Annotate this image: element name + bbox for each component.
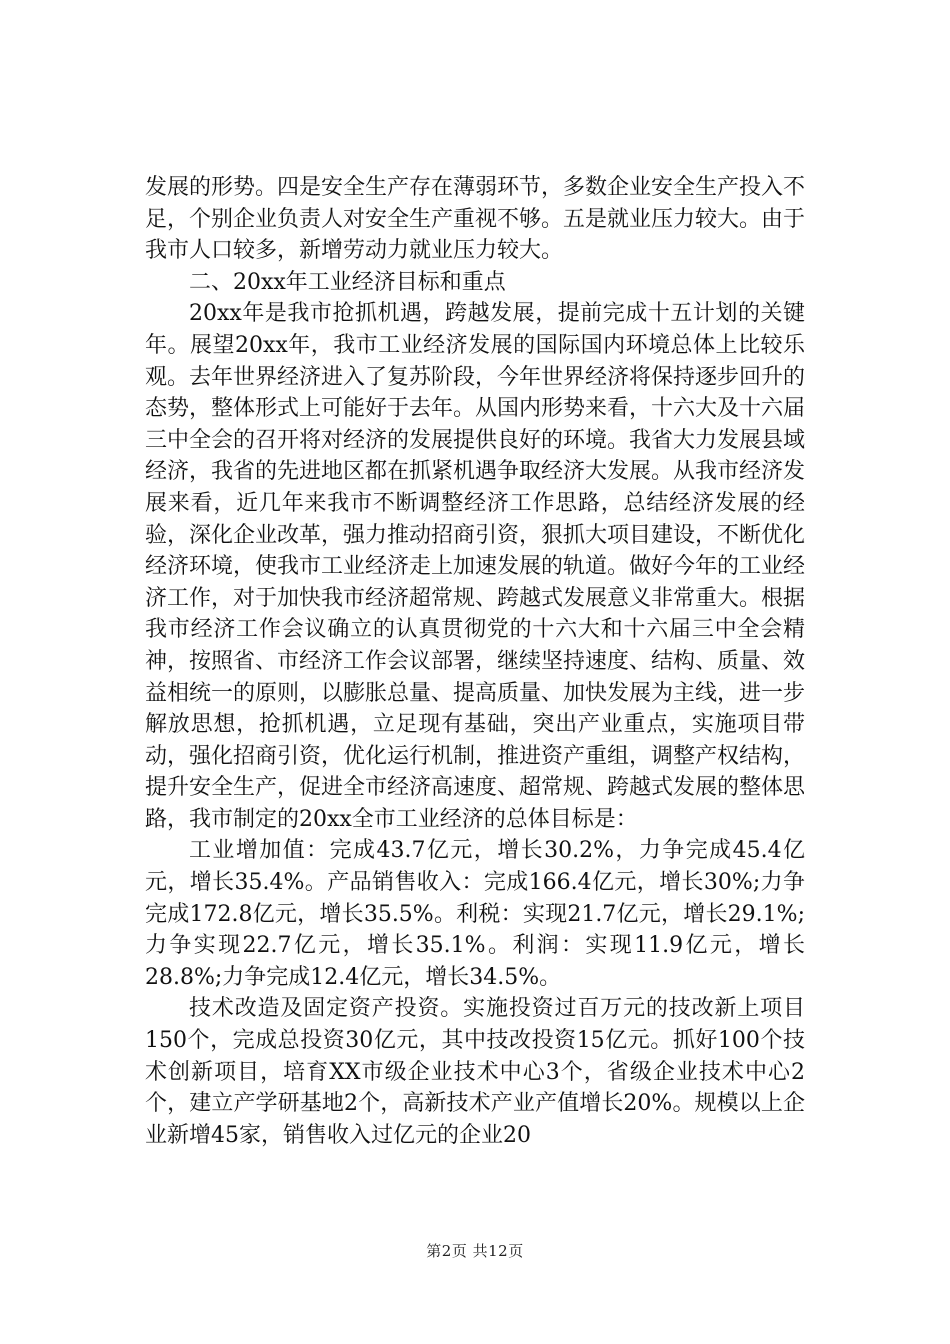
paragraph-continuation: 发展的形势。四是安全生产存在薄弱环节，多数企业安全生产投入不足，个别企业负责人对安全生产重视不够。五是就业压力较大。由于我市人口较多，新增劳动力就业压力较大。 — [145, 175, 806, 264]
paragraph-investment: 技术改造及固定资产投资。实施投资过百万元的技改新上项目150个，完成总投资30亿元，其中技改投资15亿元。抓好100个技术创新项目，培育XX市级企业技术中心3个，省级企业技术中心2个，建立产学研基地2个，高新技术产业产值增长20%。规模以上企业新增45家，销售收入过亿元的企业20 — [145, 996, 805, 1148]
paragraph-overview: 20xx年是我市抢抓机遇，跨越发展，提前完成十五计划的关键年。展望20xx年，我市工业经济发展的国际国内环境总体上比较乐观。去年世界经济进入了复苏阶段，今年世界经济将保持逐步回升的态势，整体形式上可能好于去年。从国内形势来看，十六大及十六届三中全会的召开将对经济的发展提供良好的环境。我省大力发展县域经济，我省的先进地区都在抓紧机遇争取经济大发展。从我市经济发展来看，近几年来我市不断调整经济工作思路，总结经济发展的经验，深化企业改革，强力推动招商引资，狠抓大项目建设，不断优化经济环境，使我市工业经济走上加速发展的轨道。做好今年的工业经济工作，对于加快我市经济超常规、跨越式发展意义非常重大。根据我市经济工作会议确立的认真贯彻党的十六大和十六届三中全会精神，按照省、市经济工作会议部署，继续坚持速度、结构、质量、效益相统一的原则，以膨胀总量、提高质量、加快发展为主线，进一步解放思想，抢抓机遇，立足现有基础，突出产业重点，实施项目带动，强化招商引资，优化运行机制，推进资产重组，调整产权结构，提升安全生产，促进全市经济高速度、超常规、跨越式发展的整体思路，我市制定的20xx全市工业经济的总体目标是： — [145, 301, 806, 832]
section-heading: 二、20xx年工业经济目标和重点 — [189, 269, 506, 295]
page-number-footer: 第2页 共12页 — [426, 1242, 524, 1260]
document-body — [145, 172, 805, 1151]
paragraph-targets: 工业增加值：完成43.7亿元，增长30.2%，力争完成45.4亿元，增长35.4%。产品销售收入：完成166.4亿元，增长30%;力争完成172.8亿元，增长35.5%。利税：实现21.7亿元，增长29.1%;力争实现22.7亿元，增长35.1%。利润：实现11.9亿元，增长28.8%;力争完成12.4亿元，增长34.5%。 — [145, 838, 805, 990]
